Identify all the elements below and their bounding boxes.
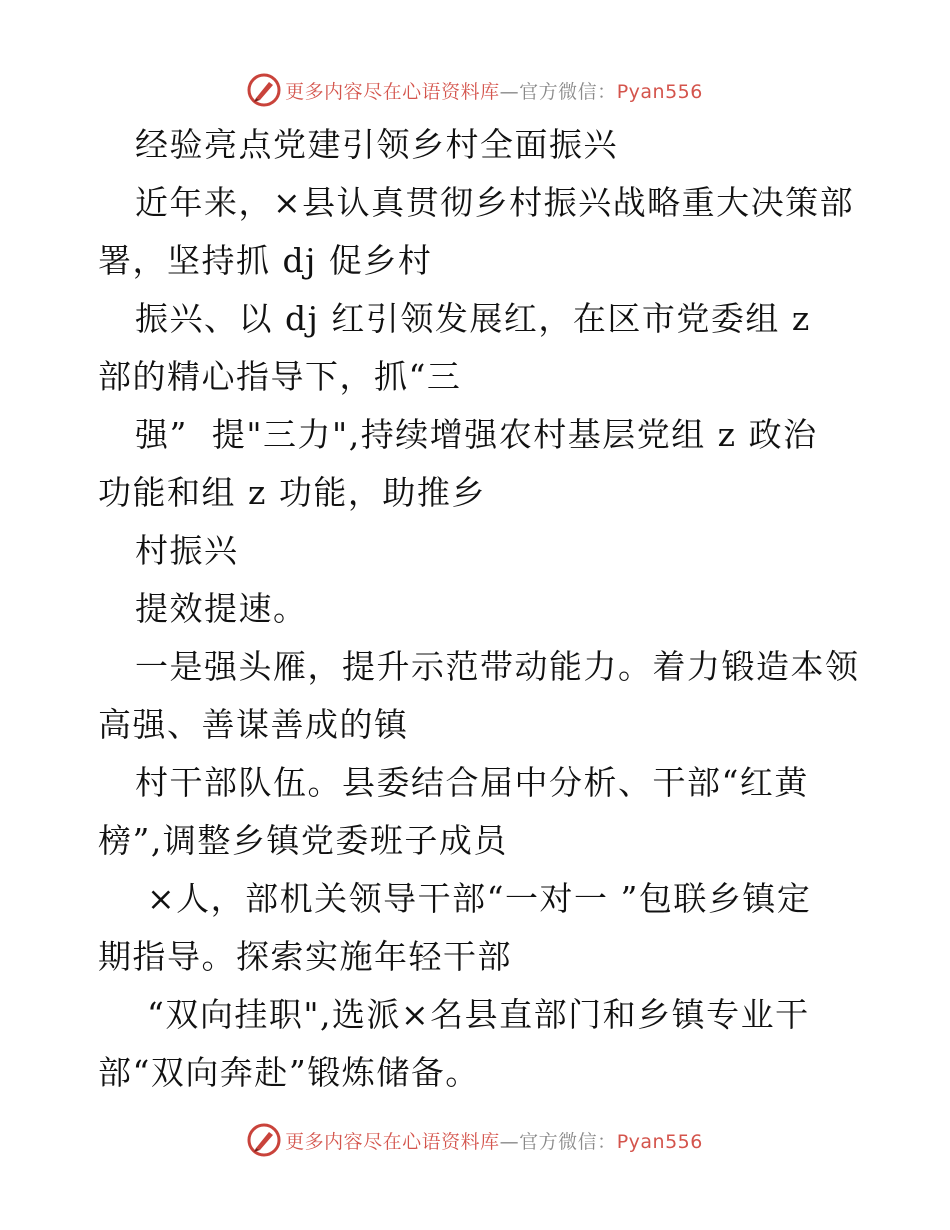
banner-dash: — [499, 1130, 520, 1153]
paragraph-line: 提效提速。 [135, 589, 308, 628]
paragraph-line: 期指导。探索实施年轻干部 [98, 937, 512, 976]
paragraph-line: 村振兴 [135, 531, 239, 570]
paragraph-line: 近年来，×县认真贯彻乡村振兴战略重大决策部 [135, 183, 855, 222]
document-title: 经验亮点党建引领乡村全面振兴 [135, 125, 618, 164]
paragraph-line: 村干部队伍。县委结合届中分析、干部“红黄 [135, 763, 809, 802]
paragraph-line: 功能和组 z 功能，助推乡 [98, 473, 486, 512]
paragraph-line: 部的精心指导下，抓“三 [98, 357, 462, 396]
pen-logo-icon [247, 1123, 281, 1157]
paragraph-line: 榜”,调整乡镇党委班子成员 [98, 821, 508, 860]
banner-wechat-label: 官方微信： [519, 80, 617, 103]
paragraph-line: 振兴、以 dj 红引领发展红，在区市党委组 z [135, 299, 811, 338]
header-banner [0, 70, 950, 110]
banner-slogan: 更多内容尽在心语资料库 [285, 1130, 500, 1153]
paragraph-line: ×人，部机关领导干部“一对一 ”包联乡镇定 [135, 879, 812, 918]
pen-logo-icon [247, 73, 281, 107]
footer-banner [0, 1120, 950, 1160]
paragraph-line: “双向挂职",选派×名县直部门和乡镇专业干 [135, 995, 810, 1034]
banner-wechat-id: Pyan556 [616, 1130, 703, 1153]
paragraph-line: 部“双向奔赴”锻炼储备。 [98, 1053, 480, 1092]
paragraph-line: 高强、善谋善成的镇 [98, 705, 409, 744]
paragraph-line: 一是强头雁，提升示范带动能力。着力锻造本领 [135, 647, 860, 686]
paragraph-line: 署，坚持抓 dj 促乡村 [98, 241, 433, 280]
banner-wechat-id: Pyan556 [616, 80, 703, 103]
paragraph-line: 强” 提"三力",持续增强农村基层党组 z 政治 [135, 415, 818, 454]
banner-dash: — [499, 80, 520, 103]
banner-wechat-label: 官方微信： [519, 1130, 617, 1153]
banner-text [285, 77, 703, 104]
banner-text [285, 1127, 703, 1154]
banner-slogan: 更多内容尽在心语资料库 [285, 80, 500, 103]
